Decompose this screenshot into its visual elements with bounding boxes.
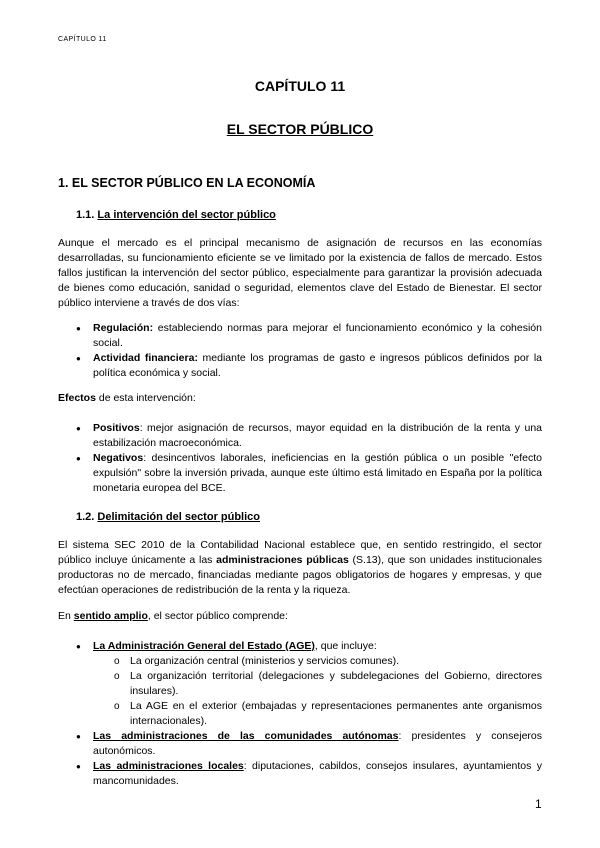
sub-list [93,654,542,729]
efectos-term: Efectos [58,392,96,404]
item-term: La Administración General del Estado (AGE) [93,640,315,652]
sec-paragraph [58,538,542,598]
subsection-title: La intervención del sector público [97,209,276,221]
item-text: : presidentes y consejeros autonómicos. [93,730,542,757]
intro-paragraph: Aunque el mercado es el principal mecanismo de asignación de recursos en las economías desarrolladas, su funcionamiento eficiente se ve limitado por la existencia de fallos de mercado. Estos fallos justifican la intervención del sector público, especialmente para garantizar la provisión adecuada de bienes como educación, sanidad o seguridad, elementos clave del Estado de Bienestar. El sector público interviene a través de dos vías: [58,237,542,309]
subsection-heading-1-2 [76,511,260,523]
vias-list [58,321,542,381]
item-term: Las administraciones de las comunidades autónomas [93,730,399,742]
item-text: estableciendo normas para mejorar el funcionamiento económico y la cohesión social. [93,322,542,349]
efectos-list [58,421,542,496]
list-item [58,639,542,729]
list-item [58,321,542,351]
list-item [58,729,542,759]
chapter-title: EL SECTOR PÚBLICO [226,121,374,137]
sub-list-item: o La AGE en el exterior (embajadas y representaciones permanentes ante organismos internacionales). [93,699,542,729]
item-term: Actividad financiera: [93,352,198,364]
item-text: : diputaciones, cabildos, consejos insulares, ayuntamientos y mancomunidades. [93,760,542,787]
chapter-label: CAPÍTULO 11 [254,78,346,94]
item-term: Negativos [93,452,144,464]
item-text: mediante los programas de gasto e ingresos públicos definidos por la política económica y social. [93,352,542,379]
item-term: Las administraciones locales [93,760,244,772]
sub-list-item: o La organización central (ministerios y servicios comunes). [93,654,542,669]
para-text: (S.13), que son unidades institucionales productoras no de mercado, financiadas mediante pagos obligatorios de hogares y empresas, y que efectúan operaciones de redistribución de la renta y la riqueza. [58,554,542,596]
item-term: Regulación: [93,322,154,334]
efectos-intro [58,391,542,406]
item-text: , que incluye: [314,640,377,652]
list-item [58,421,542,451]
efectos-text: de esta intervención: [95,392,196,404]
para-bold: administraciones públicas [216,554,349,566]
running-header: CAPÍTULO 11 [58,36,107,43]
page-number: 1 [535,797,542,811]
item-text: : desincentivos laborales, ineficiencias en la gestión pública o un posible "efecto expulsión" sobre la inversión privada, aunque este último está limitado en España por la política monetaria europea del BCE. [93,452,542,494]
para-bold: sentido amplio [73,610,148,622]
para-text: , el sector público comprende: [147,610,288,622]
list-item [58,351,542,381]
item-text: : mejor asignación de recursos, mayor equidad en la distribución de la renta y una estabilización macroeconómica. [93,422,542,449]
list-item [58,451,542,496]
subsection-number: 1.1. [76,209,95,221]
subsection-title: Delimitación del sector público [97,511,261,523]
para-text: El sistema SEC 2010 de la Contabilidad Nacional establece que, en sentido restringido, el sector público incluye únicamente a las [58,539,542,566]
section-heading: 1. EL SECTOR PÚBLICO EN LA ECONOMÍA [58,176,316,190]
subsection-heading-1-1 [76,209,276,221]
sub-list-item: o La organización territorial (delegaciones y subdelegaciones del Gobierno, directores insulares). [93,669,542,699]
sector-amplio-list [58,639,542,789]
para-text: En [58,610,74,622]
item-term: Positivos [93,422,140,434]
list-item [58,759,542,789]
subsection-number: 1.2. [76,511,95,523]
amplio-paragraph [58,609,542,624]
